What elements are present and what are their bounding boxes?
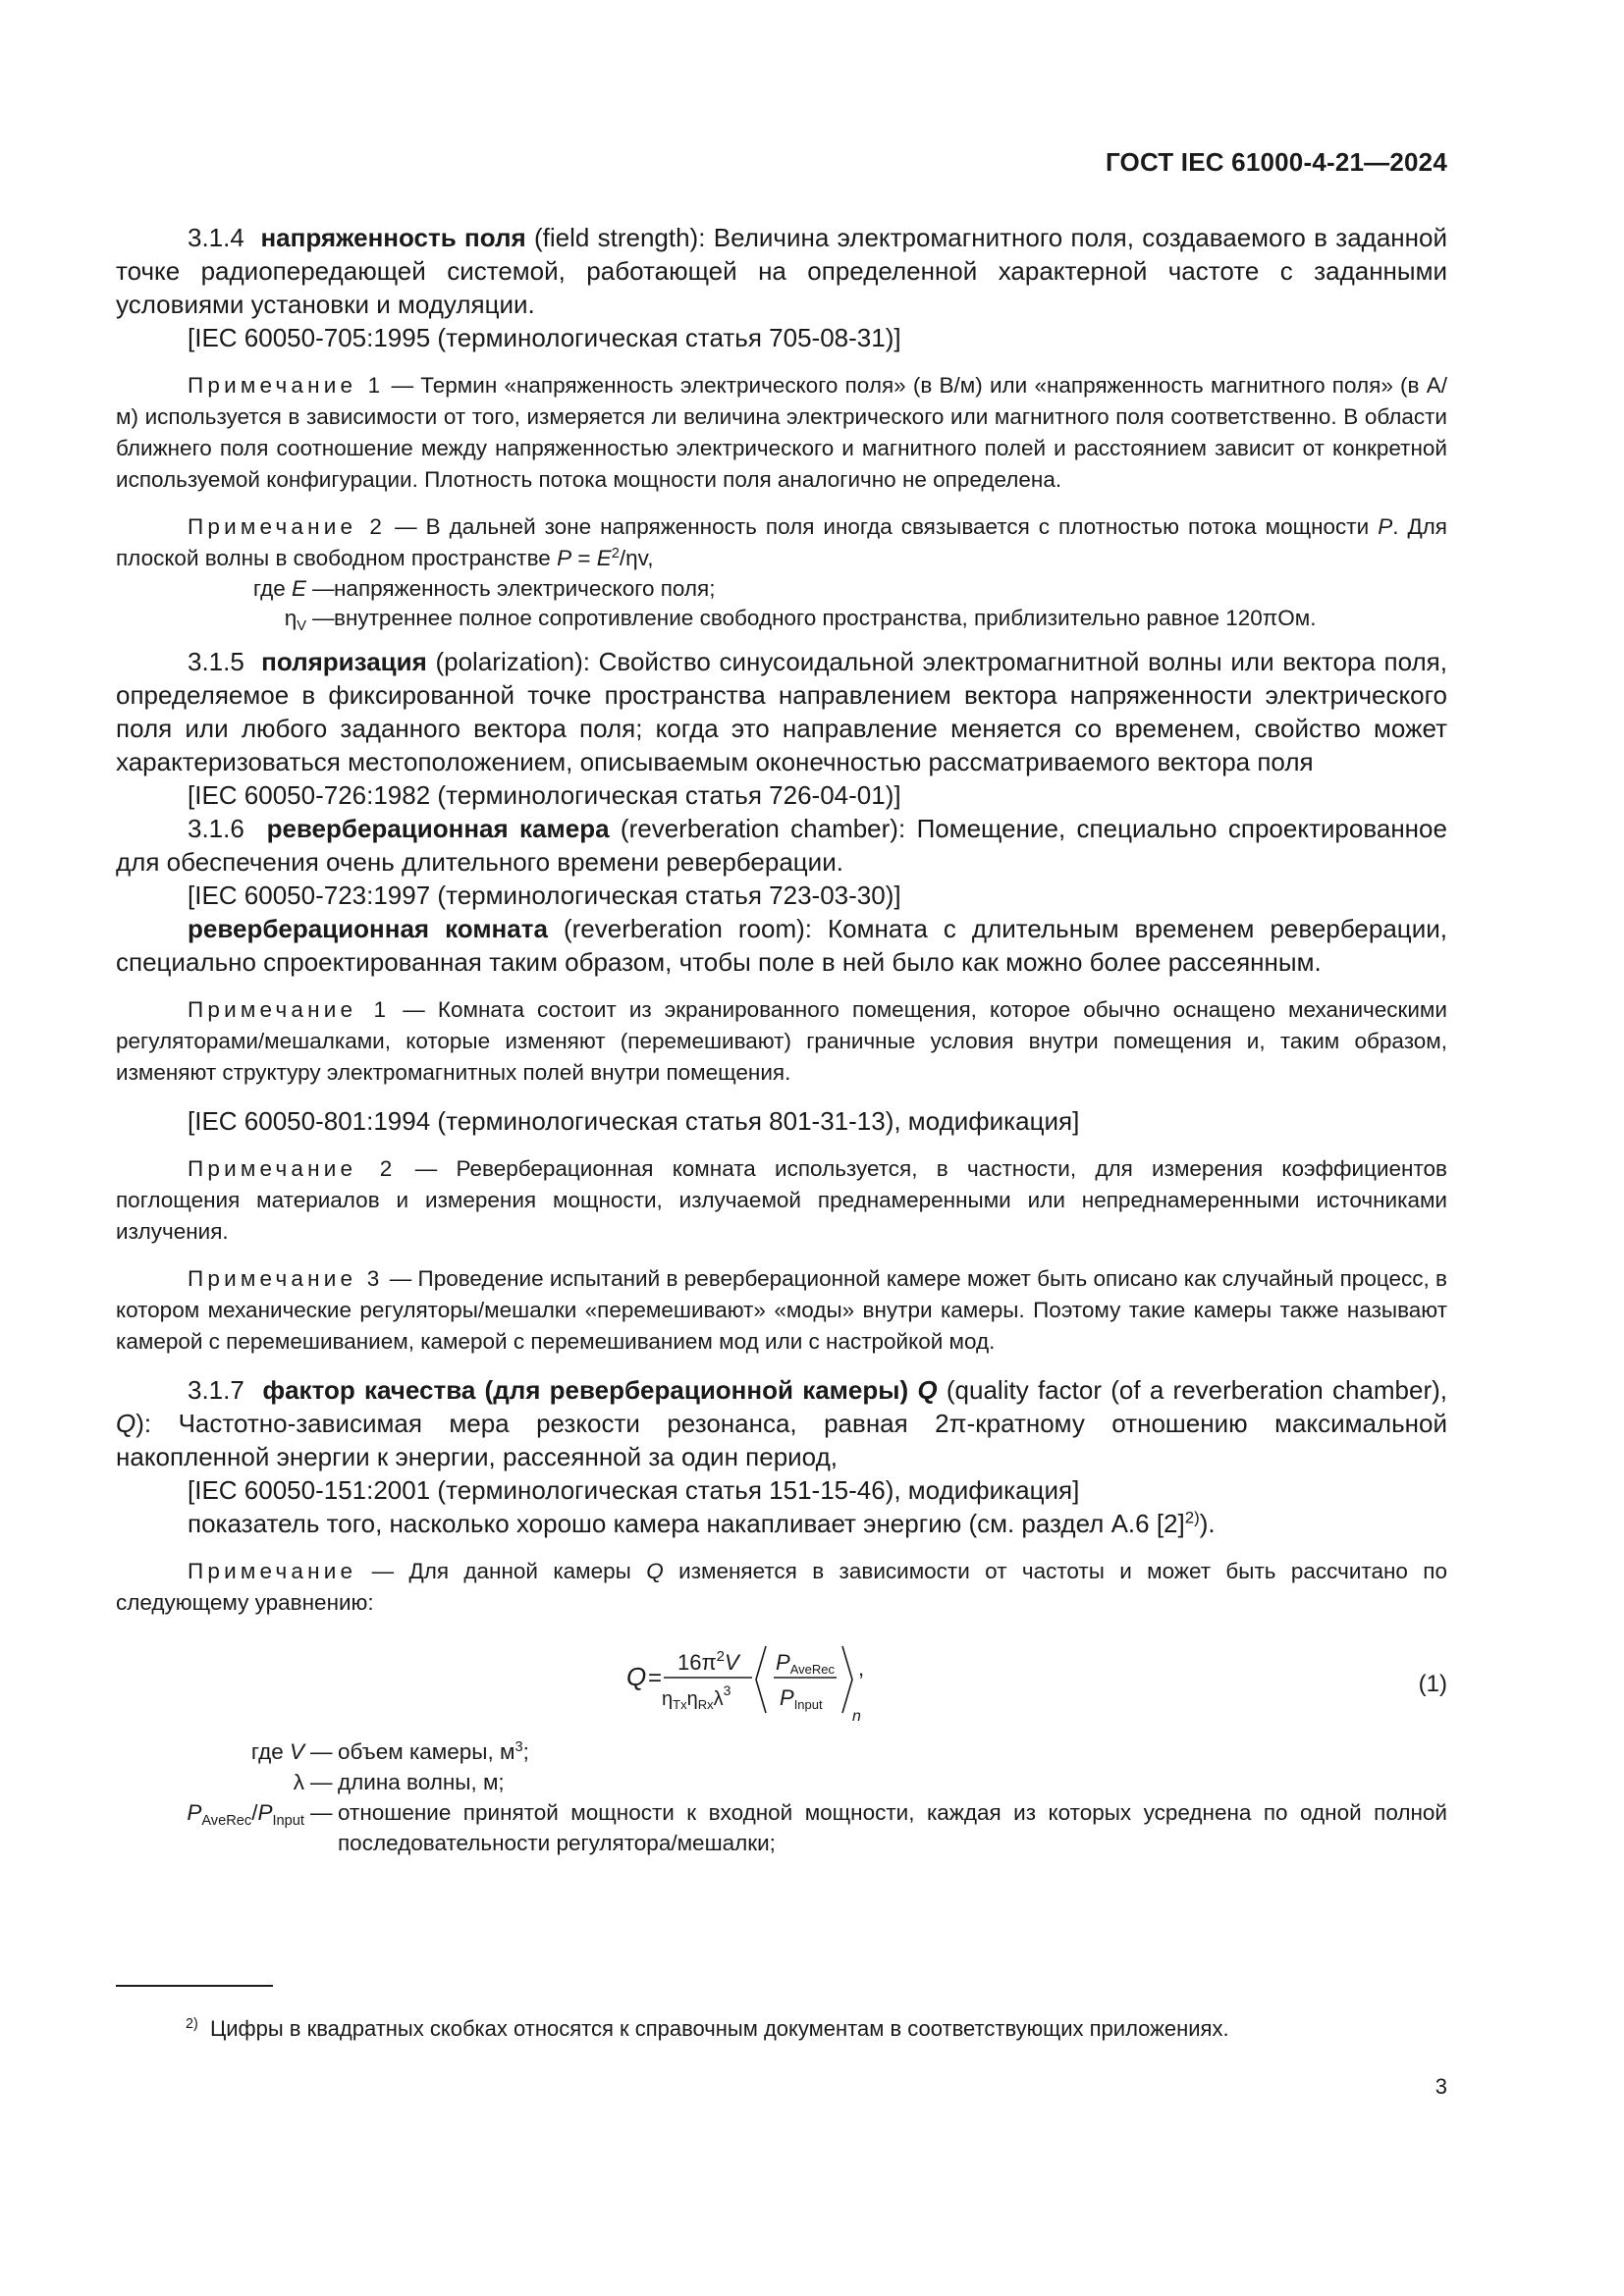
where-text: напряженность электрического поля; [334, 576, 716, 601]
symbol-p: P [557, 546, 572, 570]
subscript: V [297, 618, 306, 635]
note-1 [116, 994, 1447, 1089]
symbol-p: P [187, 1800, 202, 1825]
note-label: Примечание 2 [188, 1156, 397, 1181]
where-symbol [116, 604, 312, 633]
dash: — [310, 1800, 333, 1825]
superscript: 2 [611, 545, 620, 561]
term-3-1-4 [116, 221, 1447, 321]
page-content [116, 221, 1447, 1858]
dash: — [414, 1156, 438, 1181]
symbol-q: Q [917, 1375, 938, 1405]
term-title: реверберационная комната [188, 914, 548, 943]
ratio-denominator: PInput [780, 1685, 823, 1712]
where-symbol [116, 1797, 310, 1858]
dash: — [312, 576, 335, 601]
note-text: Для данной камеры [408, 1559, 631, 1583]
note-text: изменяется в зависимости от частоты и может быть рассчитано по следующему уравнению: [116, 1559, 1447, 1615]
symbol-e: E [596, 546, 612, 570]
term-title: реверберационная камера [266, 814, 610, 843]
note-text: В дальней зоне напряженность поля иногда связывается с плотностью потока мощности [425, 514, 1370, 539]
dash: — [391, 373, 414, 398]
term-definition: Свойство синусоидальной электромагнитной волны или вектора поля, определяемое в фиксированной точке пространства направлением вектора напряженности электрического поля или любого заданного вектора поля; когда это направление меняется со временем, свойство может характеризоваться местоположением, описываемым оконечностью рассматриваемого вектора поля [116, 647, 1447, 776]
term-english: (field strength): [533, 223, 706, 252]
symbol-p: P [257, 1800, 273, 1825]
average-subscript: n [852, 1708, 861, 1725]
note-1 [116, 370, 1447, 496]
term-synonym [116, 912, 1447, 979]
where-symbol [116, 1767, 310, 1797]
symbol-q: Q [116, 1409, 136, 1438]
where-text: длина волны, м; [338, 1770, 505, 1794]
equation-number: (1) [1418, 1671, 1447, 1697]
note-2 [116, 1153, 1447, 1248]
symbol-p: P [1378, 514, 1393, 539]
where-symbol [116, 1736, 310, 1767]
term-reference: [IEC 60050-705:1995 (терминологическая статья 705-08-31)] [188, 323, 901, 352]
note-text: /ηv, [619, 546, 654, 570]
angle-bracket-right [842, 1646, 852, 1713]
term-extra [116, 1507, 1447, 1540]
term-number: 3.1.4 [188, 223, 244, 252]
term-3-1-7 [116, 1373, 1447, 1473]
note-label: Примечание 3 [188, 1266, 384, 1291]
term-title: фактор качества (для реверберационной камеры) [262, 1375, 909, 1405]
ratio-numerator: PAveRec [776, 1650, 835, 1677]
term-english: (quality factor (of a reverberation chamber), [946, 1375, 1448, 1405]
dash: — [310, 1770, 333, 1794]
dash: — [389, 1266, 412, 1291]
symbol-e: E [291, 576, 306, 601]
symbol-q: Q [646, 1559, 664, 1583]
dash: — [403, 997, 425, 1022]
where-text-part: ; [522, 1739, 529, 1764]
dash: — [395, 514, 417, 539]
term-3-1-5 [116, 645, 1447, 778]
term-english: (reverberation chamber): [620, 814, 906, 843]
formula-row [116, 1619, 1447, 1736]
term-definition: Комната с длительным временем реверберации, специально спроектированная таким образом, чтобы поле в ней было как можно более рассеянным. [116, 914, 1447, 977]
footnote [186, 2014, 1442, 2044]
where-list [116, 574, 1447, 633]
formula-equals: = [648, 1665, 663, 1691]
subscript: AveRec [201, 1813, 252, 1830]
subscript: Input [272, 1813, 304, 1830]
formula-denominator: $\eta_{Tx}\eta_{Rx}\lambda^3$ [662, 1682, 731, 1712]
note-text: Проведение испытаний в реверберационной камере может быть описано как случайный процесс, в котором механические регуляторы/мешалки «перемешивают» «моды» внутри камеры. Поэтому такие камеры также называют камерой с перемешиванием, камерой с перемешиванием мод или с настройкой мод. [116, 1266, 1447, 1354]
term-reference: [IEC 60050-801:1994 (терминологическая статья 801-31-13), модификация] [188, 1106, 1080, 1136]
note [116, 1556, 1447, 1619]
note-2 [116, 511, 1447, 574]
footnote-separator [116, 1985, 273, 1987]
term-english: ): [135, 1409, 152, 1438]
term-english: (polarization): [435, 647, 590, 676]
note-label: Примечание 2 [188, 514, 387, 539]
term-title: напряженность поля [260, 223, 526, 252]
footnote-mark: 2) [186, 2016, 198, 2033]
page-number: 3 [1435, 2074, 1447, 2099]
note-3 [116, 1263, 1447, 1358]
note-label: Примечание 1 [188, 997, 391, 1022]
formula-numerator: $16\pi^2V$ [677, 1648, 739, 1675]
document-code-header: ГОСТ IEC 61000-4-21—2024 [1105, 147, 1447, 177]
note-label: Примечание [188, 1559, 357, 1583]
symbol-lambda: λ [293, 1770, 304, 1794]
dash: — [371, 1559, 395, 1583]
term-extra-text: показатель того, насколько хорошо камера накапливает энергию (см. раздел А.6 [2] [188, 1509, 1185, 1538]
where-text: внутреннее полное сопротивление свободного пространства, приблизительно равное 120πОм. [334, 606, 1317, 630]
where-text [330, 1736, 1447, 1767]
term-number: 3.1.6 [188, 814, 244, 843]
where-symbol [116, 574, 312, 604]
note-text: . Для плоской волны в свободном пространстве [116, 514, 1447, 570]
note-text: Реверберационная комната используется, в частности, для измерения коэффициентов поглощения материалов и измерения мощности, излучаемой преднамеренными или непреднамеренными источниками излучения. [116, 1156, 1447, 1244]
formula-where-list [116, 1736, 1447, 1858]
term-3-1-6 [116, 812, 1447, 879]
dash: — [310, 1739, 333, 1764]
footnote-ref: 2) [1184, 1508, 1200, 1527]
slash: / [251, 1800, 258, 1825]
where-prefix: где [250, 1739, 284, 1764]
term-definition: Величина электромагнитного поля, создаваемого в заданной точке радиопередающей системой, работающей на определенной характерной частоте с заданными условиями установки и модуляции. [116, 223, 1447, 319]
footnote-text: Цифры в квадратных скобках относятся к справочным документам в соответствующих приложениях. [209, 2016, 1229, 2041]
where-text: отношение принятой мощности к входной мощности, каждая из которых усреднена по одной полной последовательности регулятора/мешалки; [338, 1800, 1447, 1855]
term-title: поляризация [261, 647, 427, 676]
equals: = [571, 546, 597, 570]
term-number: 3.1.5 [188, 647, 244, 676]
angle-bracket-left [756, 1646, 766, 1713]
term-english: (reverberation room): [563, 914, 812, 943]
term-reference: [IEC 60050-723:1997 (терминологическая статья 723-03-30)] [188, 881, 901, 910]
formula-comma: , [858, 1656, 865, 1681]
term-reference: [IEC 60050-726:1982 (терминологическая статья 726-04-01)] [188, 780, 901, 810]
term-definition: Частотно-зависимая мера резкости резонанса, равная 2π-кратному отношению максимальной накопленной энергии к энергии, рассеянной за один период, [116, 1409, 1447, 1471]
note-text: Термин «напряженность электрического поля» (в В/м) или «напряженность магнитного поля» (в А/м) используется в зависимости от того, измеряется ли величина электрического или магнитного поля соответственно. В области ближнего поля соотношение между напряженностью электрического и магнитного полей и расстоянием зависит от конкретной используемой конфигурации. Плотность потока мощности поля аналогично не определена. [116, 373, 1447, 492]
superscript: 3 [514, 1738, 523, 1755]
note-text: Комната состоит из экранированного помещения, которое обычно оснащено механическими регуляторами/мешалками, которые изменяют (перемешивают) граничные условия внутри помещения и, таким образом, изменяют структуру электромагнитных полей внутри помещения. [116, 997, 1447, 1085]
symbol-eta: η [284, 606, 298, 630]
note-label: Примечание 1 [188, 373, 385, 398]
where-text-part: объем камеры, м [338, 1739, 515, 1764]
term-definition: Помещение, специально спроектированное для обеспечения очень длительного времени реверберации. [116, 814, 1447, 877]
symbol-v: V [289, 1739, 304, 1764]
dash: — [312, 606, 335, 630]
formula-lhs: Q [626, 1662, 647, 1691]
term-extra-text: ). [1199, 1509, 1216, 1538]
where-prefix: где [252, 576, 286, 601]
term-reference: [IEC 60050-151:2001 (терминологическая статья 151-15-46), модификация] [188, 1475, 1080, 1505]
formula-1 [626, 1627, 865, 1735]
term-number: 3.1.7 [188, 1375, 244, 1405]
